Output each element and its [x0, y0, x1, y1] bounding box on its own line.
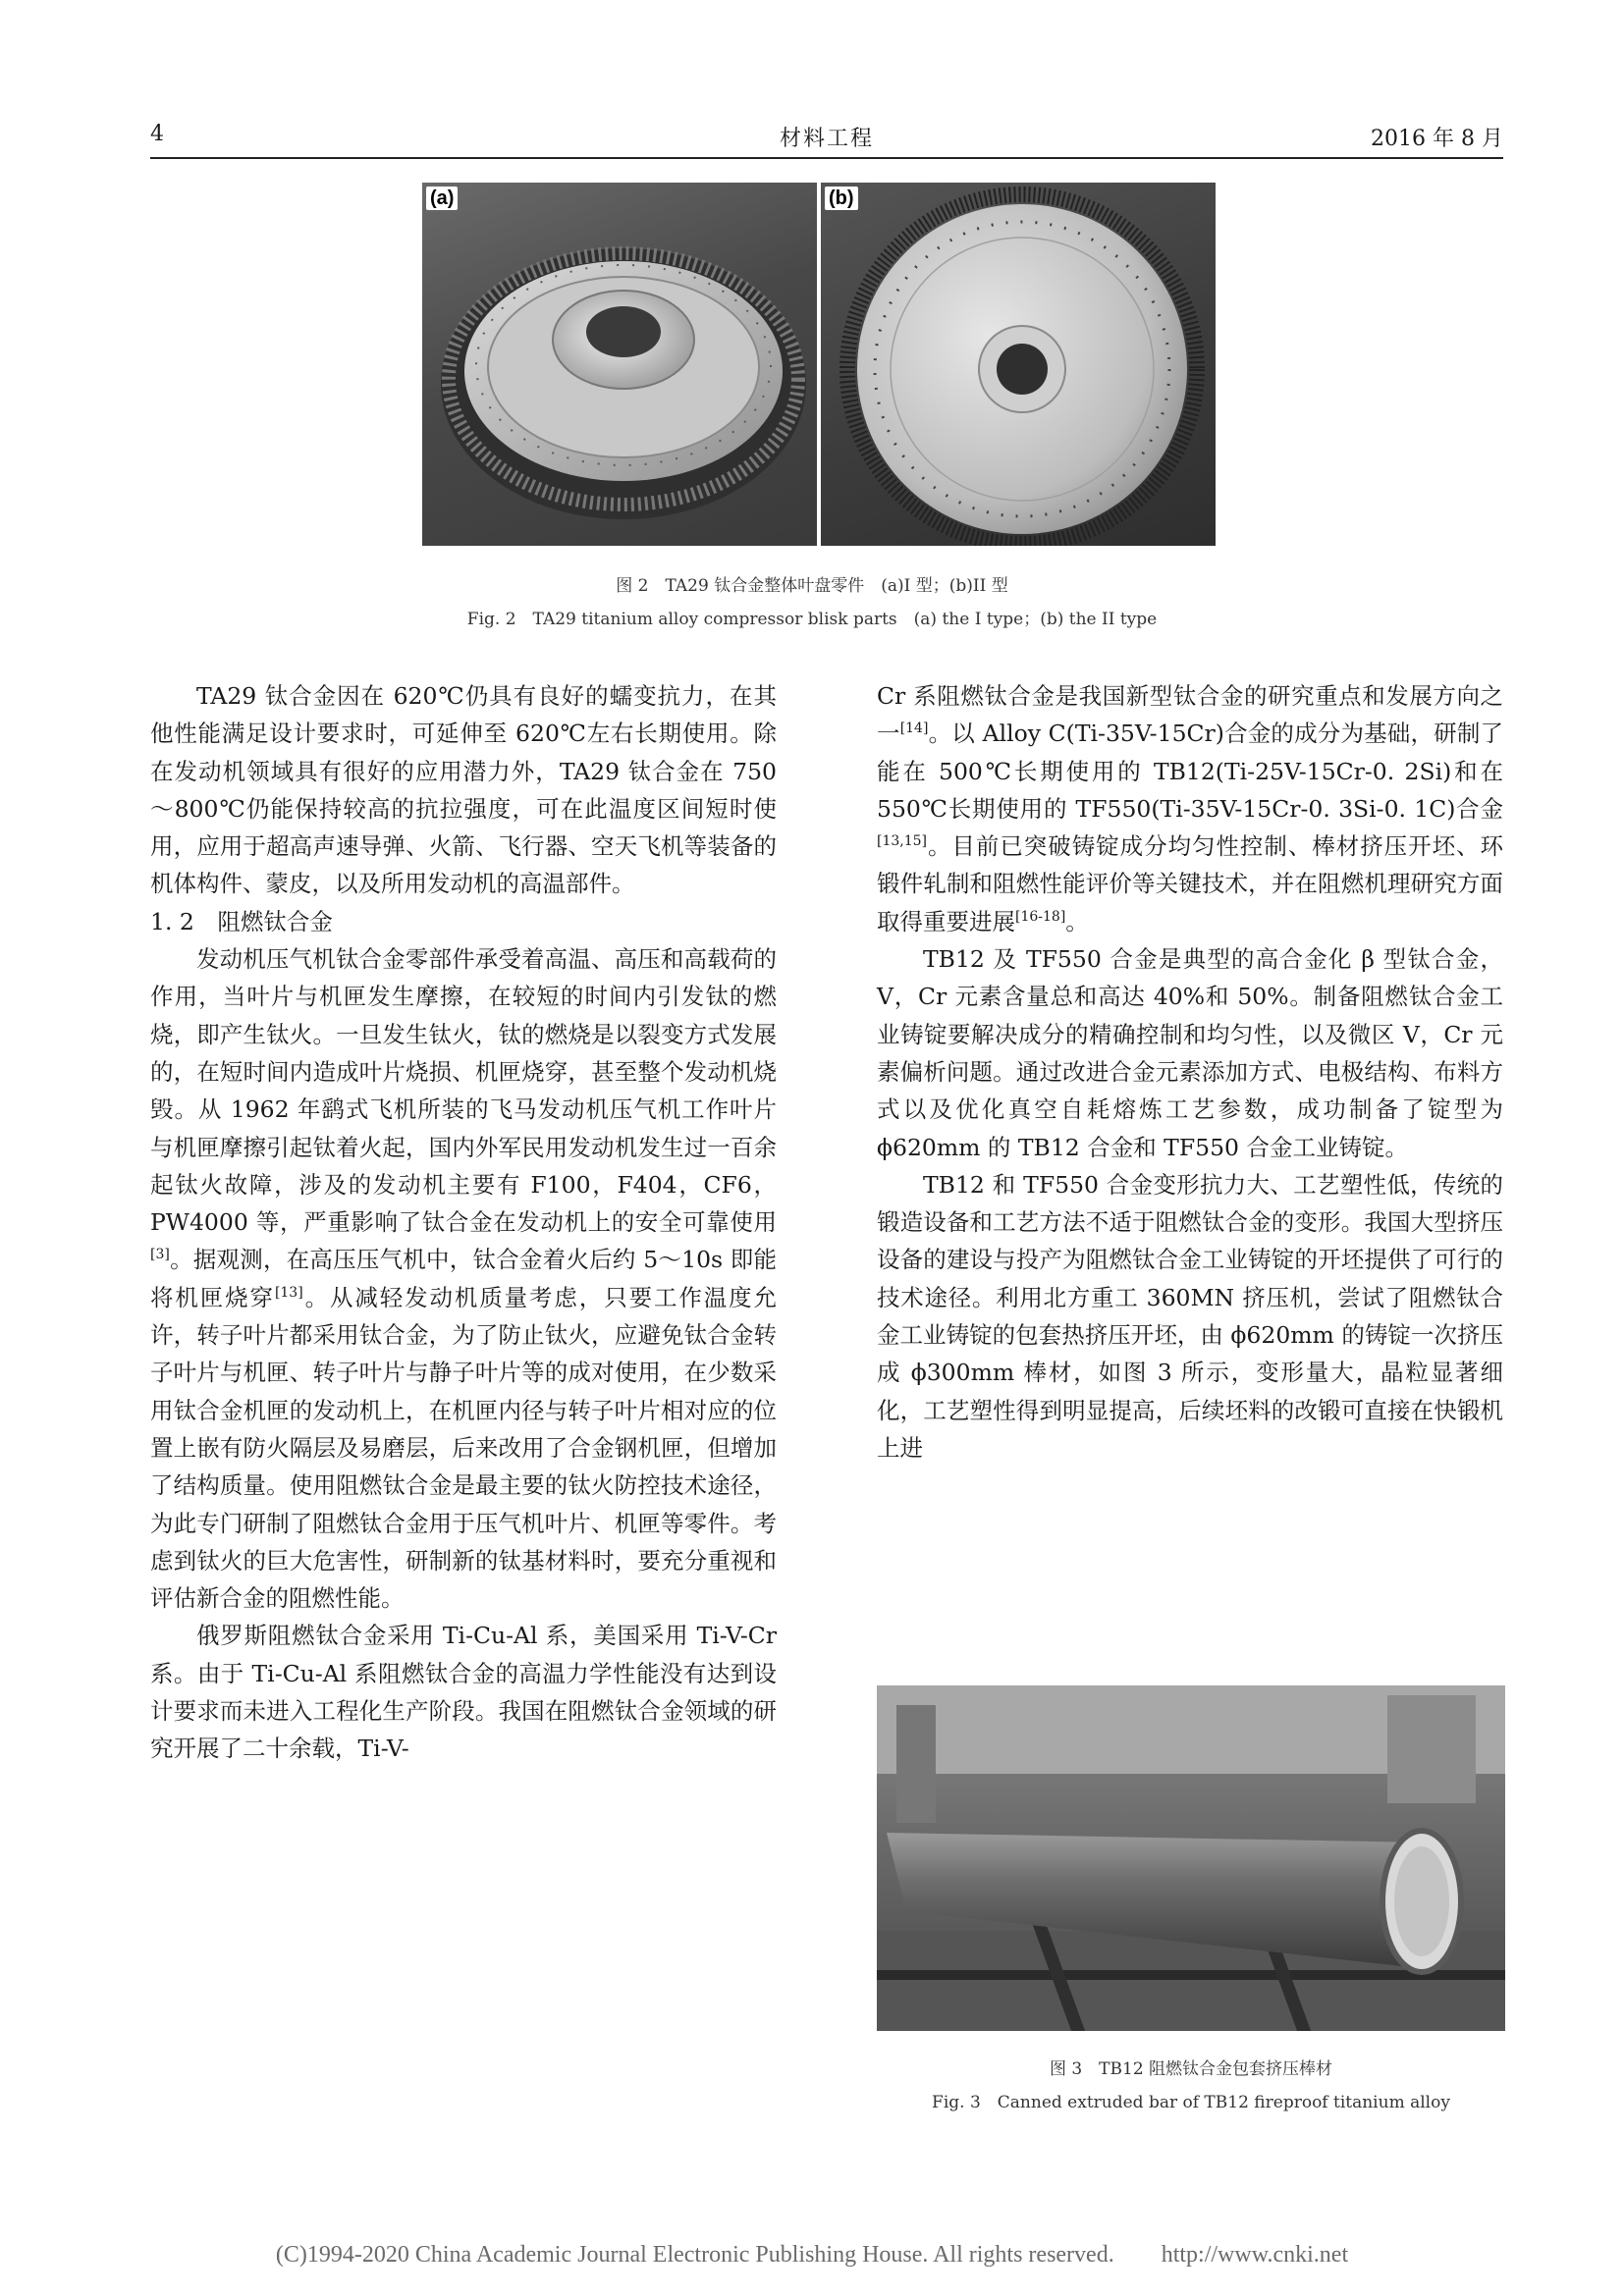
issue-date: 2016 年 8 月: [1371, 127, 1503, 151]
text-run: 发动机压气机钛合金零部件承受着高温、高压和高载荷的作用，当叶片与机匣发生摩擦，在较短的时间内引发钛的燃烧，即产生钛火。一旦发生钛火，钛的燃烧是以裂变方式发展的，在短时间内造成叶片烧损、机匣烧穿，甚至整个发动机烧毁。从 1962 年鹞式飞机所装的飞马发动机压气机工作叶片与机匣摩擦引起钛着火起，国内外军民用发动机发生过一百余起钛火故障，涉及的发动机主要有 F100，F404，CF6，PW4000 等，严重影响了钛合金在发动机上的安全可靠使用: [150, 945, 777, 1237]
citation: [13]: [274, 1284, 303, 1301]
text-run: Cr 系阻燃钛合金是我国新型钛合金的研究重点和发展方向之一: [877, 682, 1503, 748]
text-run: 。据观测，在高压压气机中，钛合金着火后约 5～10s 即能将机匣烧穿: [150, 1246, 777, 1311]
figure-2-caption-cn: 图 2 TA29 钛合金整体叶盘零件 (a)I 型；(b)II 型: [616, 576, 1008, 596]
citation: [14]: [899, 721, 929, 737]
paragraph: [150, 940, 777, 1617]
figure-3-caption-en: Fig. 3 Canned extruded bar of TB12 fireproof titanium alloy: [932, 2093, 1450, 2112]
paragraph: TB12 和 TF550 合金变形抗力大、工艺塑性低，传统的锻造设备和工艺方法不适于阻燃钛合金的变形。我国大型挤压设备的建设与投产为阻燃钛合金工业铸锭的开坯提供了可行的技术途径。利用北方重工 360MN 挤压机，尝试了阻燃钛合金工业铸锭的包套热挤压开坯，由 ϕ620mm 的铸锭一次挤压成 ϕ300mm 棒材，如图 3 所示，变形量大，晶粒显著细化，工艺塑性得到明显提高，后续坯料的改锻可直接在快锻机上进: [877, 1170, 1503, 1462]
figure-2: [422, 183, 1216, 546]
journal-name: 材料工程: [779, 127, 874, 151]
running-header: [150, 116, 1503, 159]
text-run: 。目前已突破铸锭成分均匀性控制、棒材挤压开坯、环锻件轧制和阻燃性能评价等关键技术，并在阻燃机理研究方面取得重要进展: [877, 832, 1503, 935]
figure-3-photo: [877, 1685, 1505, 2031]
figure-3-caption-cn: 图 3 TB12 阻燃钛合金包套挤压棒材: [1049, 2059, 1333, 2079]
figure-2b-photo: [821, 183, 1216, 546]
paragraph: TB12 及 TF550 合金是典型的高合金化 β 型钛合金，V，Cr 元素含量总和高达 40%和 50%。制备阻燃钛合金工业铸锭要解决成分的精确控制和均匀性，以及微区 V，Cr 元素偏析问题。通过改进合金元素添加方式、电极结构、布料方式以及优化真空自耗熔炼工艺参数，成功制备了锭型为 ϕ620mm 的 TB12 合金和 TF550 合金工业铸锭。: [877, 945, 1503, 1161]
paragraph: [877, 677, 1503, 940]
paragraph: TA29 钛合金因在 620℃仍具有良好的蠕变抗力，在其他性能满足设计要求时，可延伸至 620℃左右长期使用。除在发动机领域具有很好的应用潜力外，TA29 钛合金在 750～800℃仍能保持较高的抗拉强度，可在此温度区间短时使用，应用于超高声速导弹、火箭、飞行器、空天飞机等装备的机体构件、蒙皮，以及所用发动机的高温部件。: [150, 682, 777, 898]
extruded-bar-illustration: [877, 1685, 1505, 2031]
blisk-type-2-illustration: [821, 183, 1216, 546]
citation: [3]: [150, 1247, 170, 1263]
right-column: [877, 677, 1503, 1467]
figure-2a-photo: [422, 183, 817, 546]
section-heading: 1. 2 阻燃钛合金: [150, 907, 333, 935]
text-run: 。从减轻发动机质量考虑，只要工作温度允许，转子叶片都采用钛合金，为了防止钛火，应避免钛合金转子叶片与机匣、转子叶片与静子叶片等的成对使用，在少数采用钛合金机匣的发动机上，在机匣内径与转子叶片相对应的位置上嵌有防火隔层及易磨层，后来改用了合金钢机匣，但增加了结构质量。使用阻燃钛合金是最主要的钛火防控技术途径，为此专门研制了阻燃钛合金用于压气机叶片、机匣等零件。考虑到钛火的巨大危害性，研制新的钛基材料时，要充分重视和评估新合金的阻燃性能。: [150, 1283, 778, 1613]
left-column: [150, 677, 777, 1768]
citation: [16-18]: [1015, 908, 1066, 925]
citation: [13,15]: [877, 833, 928, 850]
text-run: 。以 Alloy C(Ti-35V-15Cr)合金的成分为基础，研制了能在 500℃长期使用的 TB12(Ti-25V-15Cr-0. 2Si)和在 550℃长期使用的 TF550(Ti-35V-15Cr-0. 3Si-0. 1C)合金: [877, 720, 1504, 823]
page-number: 4: [150, 122, 164, 146]
copyright-footer: (C)1994-2020 China Academic Journal Electronic Publishing House. All rights reserved. http://www.cnki.net: [275, 2242, 1349, 2268]
figure-2-caption-en: Fig. 2 TA29 titanium alloy compressor blisk parts (a) the I type；(b) the II type: [466, 610, 1158, 629]
panel-b-label: (b): [825, 187, 858, 210]
panel-a-label: (a): [426, 187, 458, 210]
blisk-type-1-illustration: [422, 183, 817, 546]
text-run: 。: [1065, 907, 1089, 935]
paragraph: 俄罗斯阻燃钛合金采用 Ti-Cu-Al 系，美国采用 Ti-V-Cr 系。由于 Ti-Cu-Al 系阻燃钛合金的高温力学性能没有达到设计要求而未进入工程化生产阶段。我国在阻燃钛合金领域的研究开展了二十余载，Ti-V-: [150, 1622, 777, 1763]
